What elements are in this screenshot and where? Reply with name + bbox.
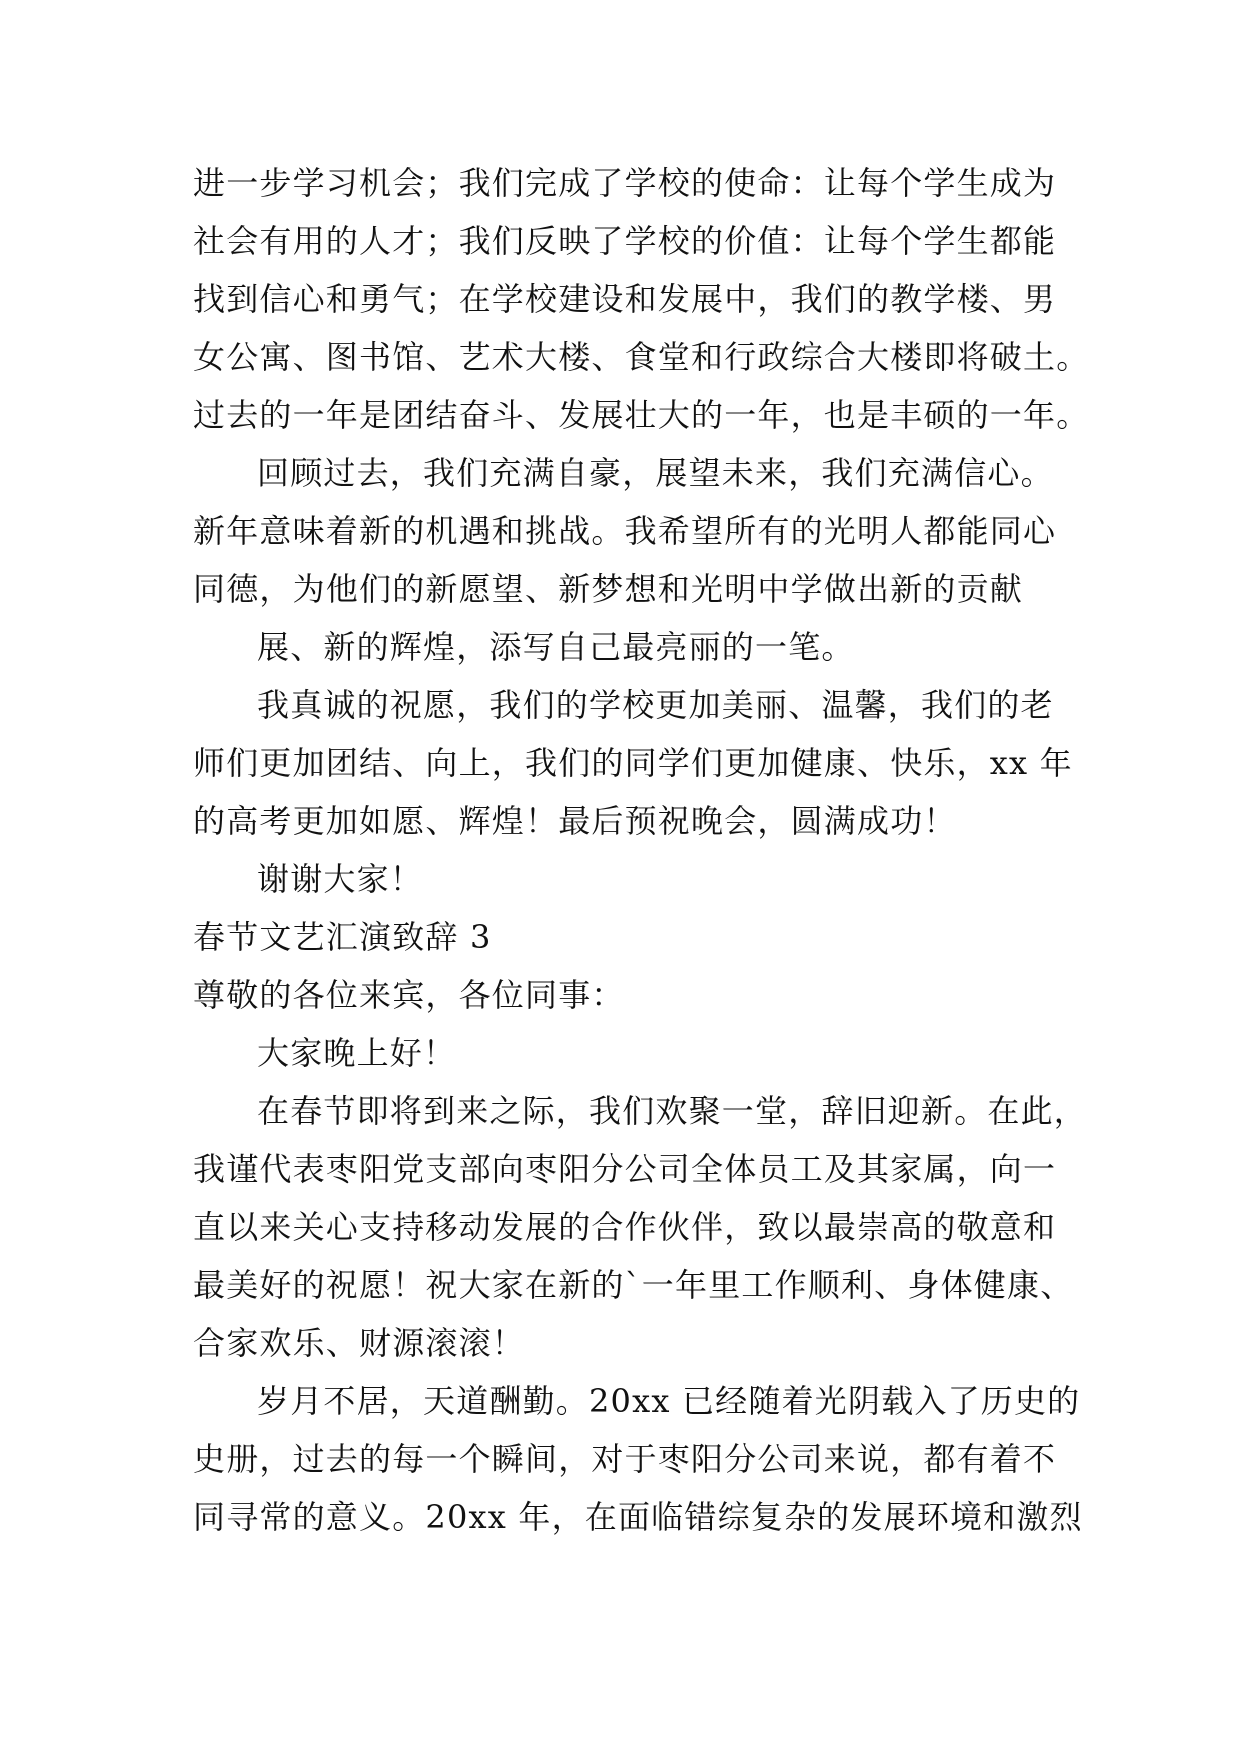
paragraph-line-18: 我谨代表枣阳党支部向枣阳分公司全体员工及其家属，向一 (193, 1150, 1057, 1188)
paragraph-line-20: 最美好的祝愿！祝大家在新的`一年里工作顺利、身体健康、 (193, 1266, 1074, 1304)
paragraph-line-19: 直以来关心支持移动发展的合作伙伴，致以最崇高的敬意和 (193, 1208, 1057, 1246)
paragraph-line-17: 在春节即将到来之际，我们欢聚一堂，辞旧迎新。在此， (257, 1092, 1088, 1130)
paragraph-line-12: 的高考更加如愿、辉煌！最后预祝晚会，圆满成功！ (193, 802, 957, 840)
paragraph-line-4: 女公寓、图书馆、艺术大楼、食堂和行政综合大楼即将破土。 (193, 338, 1090, 376)
paragraph-line-24: 同寻常的意义。20xx 年，在面临错综复杂的发展环境和激烈 (193, 1498, 1083, 1536)
paragraph-line-9: 展、新的辉煌，添写自己最亮丽的一笔。 (257, 628, 855, 666)
paragraph-line-23: 史册，过去的每一个瞬间，对于枣阳分公司来说，都有着不 (193, 1440, 1057, 1478)
paragraph-line-6: 回顾过去，我们充满自豪，展望未来，我们充满信心。 (257, 454, 1054, 492)
paragraph-line-21: 合家欢乐、财源滚滚！ (193, 1324, 526, 1362)
paragraph-line-7: 新年意味着新的机遇和挑战。我希望所有的光明人都能同心 (193, 512, 1057, 550)
greeting-line: 大家晚上好！ (257, 1034, 457, 1072)
section-title: 春节文艺汇演致辞 3 (193, 918, 492, 956)
paragraph-line-22: 岁月不居，天道酬勤。20xx 已经随着光阴载入了历史的 (257, 1382, 1081, 1420)
paragraph-line-2: 社会有用的人才；我们反映了学校的价值：让每个学生都能 (193, 222, 1057, 260)
paragraph-line-5: 过去的一年是团结奋斗、发展壮大的一年，也是丰硕的一年。 (193, 396, 1090, 434)
paragraph-line-3: 找到信心和勇气；在学校建设和发展中，我们的教学楼、男 (193, 280, 1057, 318)
paragraph-line-11: 师们更加团结、向上，我们的同学们更加健康、快乐，xx 年 (193, 744, 1073, 782)
paragraph-line-10: 我真诚的祝愿，我们的学校更加美丽、温馨，我们的老 (257, 686, 1054, 724)
paragraph-line-1: 进一步学习机会；我们完成了学校的使命：让每个学生成为 (193, 164, 1057, 202)
paragraph-line-8: 同德，为他们的新愿望、新梦想和光明中学做出新的贡献 (193, 570, 1024, 608)
paragraph-line-13: 谢谢大家！ (257, 860, 424, 898)
salutation-line: 尊敬的各位来宾，各位同事： (193, 976, 625, 1014)
